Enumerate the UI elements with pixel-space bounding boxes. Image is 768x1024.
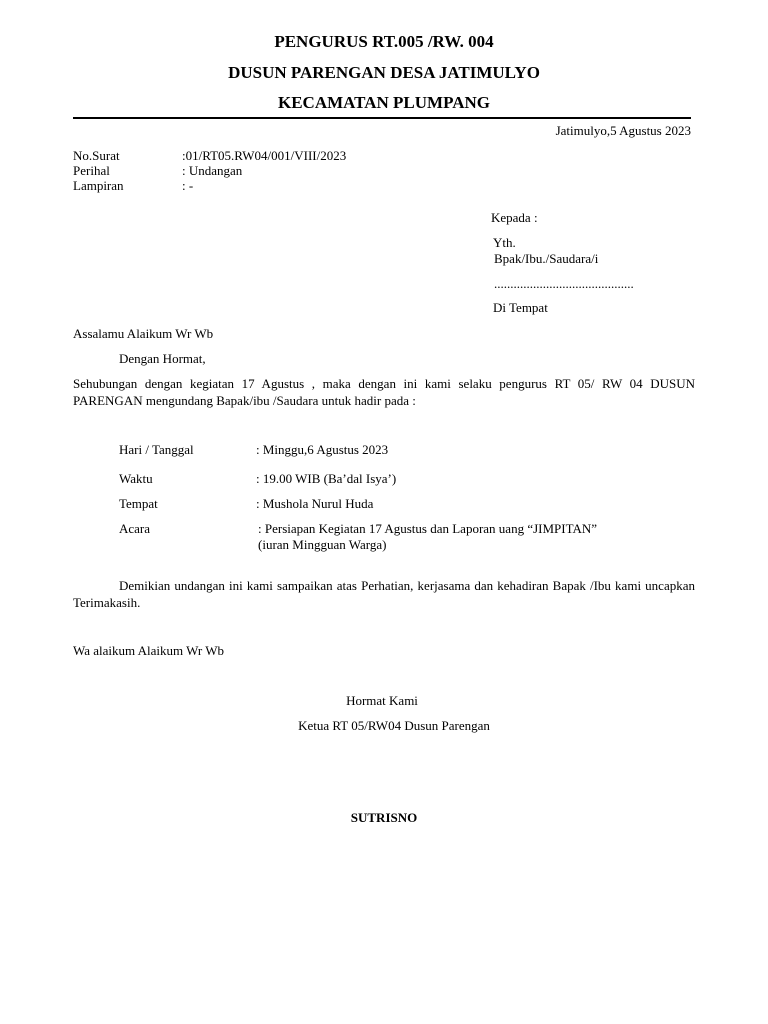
greeting: Assalamu Alaikum Wr Wb <box>73 326 214 341</box>
salutation: Dengan Hormat, <box>119 351 206 366</box>
perihal-label: Perihal <box>73 163 110 178</box>
signature-name: SUTRISNO <box>350 810 418 825</box>
waktu-label: Waktu <box>119 471 153 486</box>
lampiran-value: : - <box>182 178 194 193</box>
hari-label: Hari / Tanggal <box>119 442 194 457</box>
header-rule <box>73 117 691 119</box>
closing-paragraph: Demikian undangan ini kami sampaikan atas Perhatian, kerjasama dan kehadiran Bapak /Ibu kami uncapkan Terimakasih. <box>73 578 695 610</box>
recipient-kepada: Kepada : <box>491 210 538 225</box>
tempat-value: : Mushola Nurul Huda <box>256 496 374 511</box>
lampiran-label: Lampiran <box>73 178 124 193</box>
letter-date: Jatimulyo,5 Agustus 2023 <box>555 123 691 138</box>
closing-greeting: Wa alaikum Alaikum Wr Wb <box>73 643 225 658</box>
signature-title: Ketua RT 05/RW04 Dusun Parengan <box>298 718 490 733</box>
no-surat-value: :01/RT05.RW04/001/VIII/2023 <box>182 148 347 163</box>
acara-label: Acara <box>119 521 151 536</box>
acara-value-line-2: (iuran Mingguan Warga) <box>258 537 387 552</box>
recipient-place: Di Tempat <box>493 300 548 315</box>
recipient-yth: Yth. <box>493 235 516 250</box>
recipient-dots: ........................................... <box>494 276 634 291</box>
header-line-2: DUSUN PARENGAN DESA JATIMULYO <box>228 63 540 82</box>
hari-value: : Minggu,6 Agustus 2023 <box>256 442 389 457</box>
no-surat-label: No.Surat <box>73 148 120 163</box>
signature-hormat: Hormat Kami <box>346 693 418 708</box>
header-line-1: PENGURUS RT.005 /RW. 004 <box>274 32 494 51</box>
waktu-value: : 19.00 WIB (Ba’dal Isya’) <box>256 471 397 486</box>
recipient-name: Bpak/Ibu./Saudara/i <box>494 251 599 266</box>
intro-paragraph: Sehubungan dengan kegiatan 17 Agustus , maka dengan ini kami selaku pengurus RT 05/ RW 04 DUSUN PARENGAN mengundang Bapak/ibu /Saudara untuk hadir pada : <box>73 376 695 408</box>
acara-value-line-1: : Persiapan Kegiatan 17 Agustus dan Laporan uang “JIMPITAN” <box>258 521 598 536</box>
tempat-label: Tempat <box>119 496 158 511</box>
header-line-3: KECAMATAN PLUMPANG <box>277 93 490 112</box>
perihal-value: : Undangan <box>182 163 243 178</box>
